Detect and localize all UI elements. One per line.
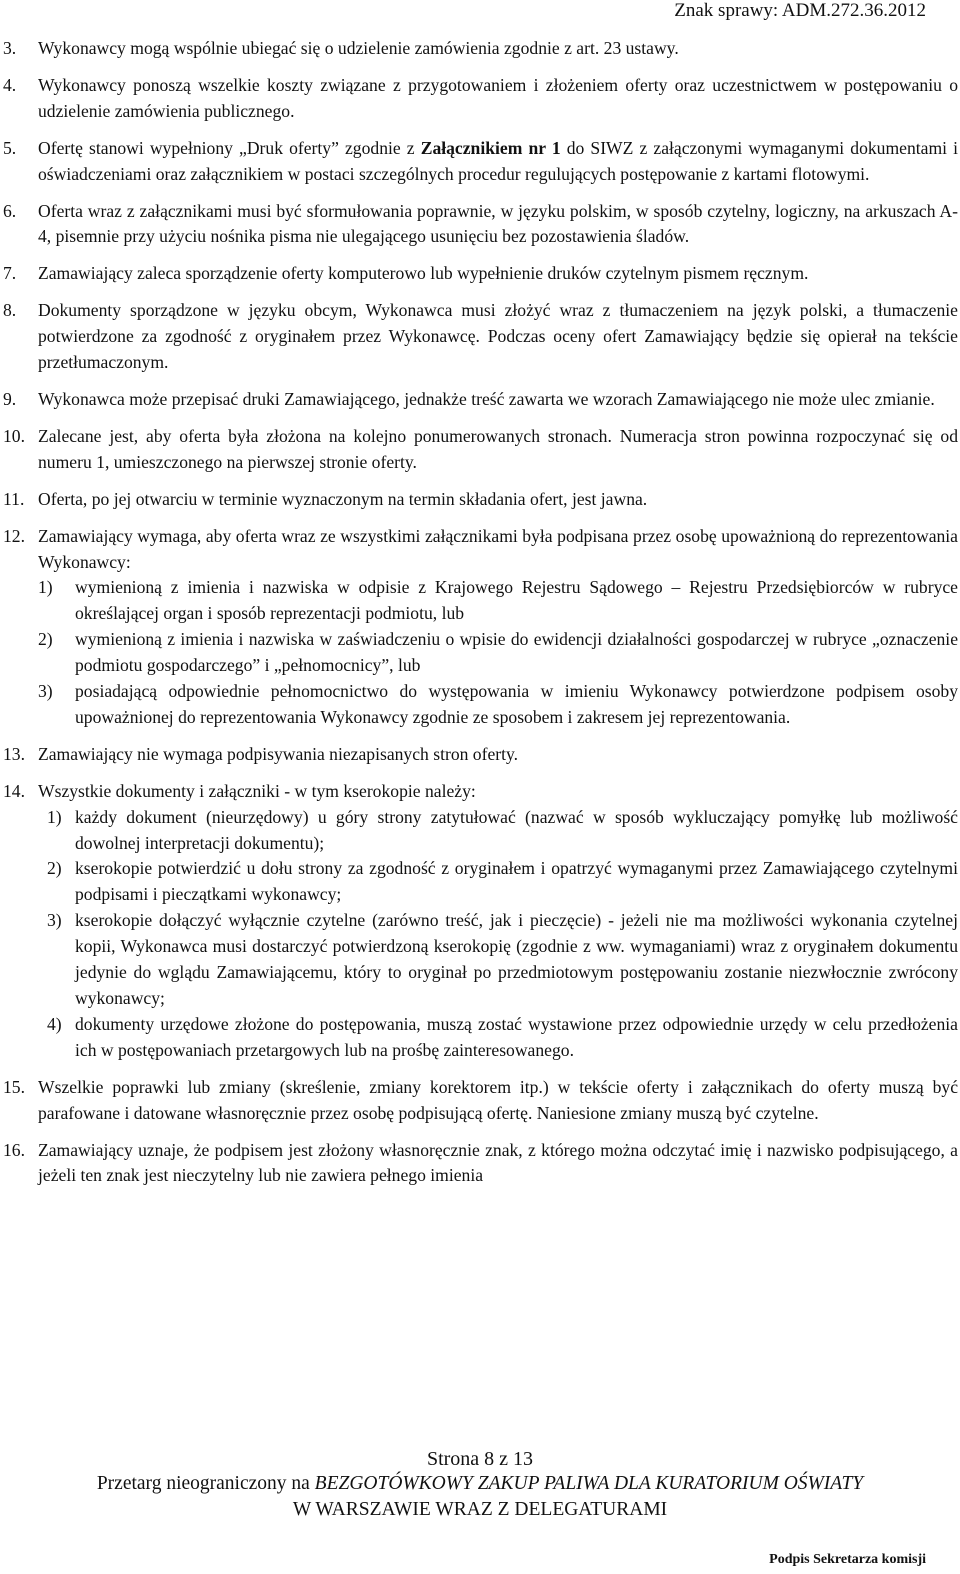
item-number: 16. (3, 1139, 25, 1160)
item-number: 12. (3, 525, 25, 546)
sub-item (0, 1012, 958, 1064)
sub-item-text: wymienioną z imienia i nazwiska w zaświadczeniu o wpisie do ewidencji działalności gospodarczej w rubryce „oznaczenie podmiotu gospodarczego” i „pełnomocnicy”, lub (75, 629, 958, 676)
sub-item-number: 2) (47, 858, 62, 879)
sub-item (0, 575, 958, 627)
item-text: Zamawiający wymaga, aby oferta wraz ze wszystkimi załącznikami była podpisana przez osobę upoważnioną do reprezentowania Wykonawcy: (38, 525, 958, 572)
item-number: 7. (3, 263, 17, 284)
list-item (0, 199, 958, 251)
sub-item-text: kserokopie potwierdzić u dołu strony za zgodność z oryginałem i opatrzyć wymaganymi przez Zamawiającego czytelnymi podpisami i pieczątkami wykonawcy; (75, 858, 958, 905)
item-text: Wykonawcy mogą wspólnie ubiegać się o udzielenie zamówienia zgodnie z art. 23 ustawy. (38, 38, 679, 58)
sub-item-text: wymienioną z imienia i nazwiska w odpisie z Krajowego Rejestru Sądowego – Rejestru Przedsiębiorców w rubryce określającej organ i sposób reprezentacji podmiotu, lub (75, 577, 958, 624)
list-item (0, 298, 958, 376)
item-text: Zamawiający uznaje, że podpisem jest złożony własnoręcznie znak, z którego można odczytać imię i nazwisko podpisującego, a jeżeli ten znak jest nieczytelny lub nie zawiera pełnego imienia (38, 1139, 958, 1186)
item-text: Wszystkie dokumenty i załączniki - w tym kserokopie należy: (38, 780, 476, 801)
sub-item (0, 805, 958, 857)
sub-item (0, 908, 958, 1012)
item-number: 15. (3, 1076, 25, 1097)
item-text (38, 136, 958, 188)
sub-item-text: każdy dokument (nieurzędowy) u góry strony zatytułować (nazwać w sposób wykluczający pomyłkę lub możliwość dowolnej interpretacji dokumentu); (75, 806, 958, 853)
item-number: 10. (3, 425, 25, 446)
list-item (0, 742, 958, 768)
sub-item-number: 1) (47, 806, 62, 827)
case-number: Znak sprawy: ADM.272.36.2012 (674, 0, 926, 21)
item-text: Zamawiający nie wymaga podpisywania niezapisanych stron oferty. (38, 743, 519, 764)
sub-item (0, 679, 958, 731)
list-item (0, 387, 958, 413)
attachment-reference: Załącznikiem nr 1 (420, 137, 561, 158)
list-item (0, 1138, 958, 1190)
sub-item (0, 856, 958, 908)
item-text: Zalecane jest, aby oferta była złożona na kolejno ponumerowanych stronach. Numeracja stron powinna rozpoczynać się od numeru 1, umieszczonego na pierwszej stronie oferty. (38, 425, 958, 472)
sub-item-number: 2) (38, 629, 53, 650)
sub-item-number: 1) (38, 577, 53, 598)
sub-item (0, 627, 958, 679)
list-item (0, 261, 958, 287)
item-number: 3. (3, 38, 17, 58)
list-item (0, 1075, 958, 1127)
item-text-part: Ofertę stanowi wypełniony „Druk oferty” zgodnie z (38, 137, 421, 158)
item-number: 9. (3, 388, 17, 409)
sub-item-number: 3) (38, 681, 53, 702)
item-text: Wykonawcy ponoszą wszelkie koszty związane z przygotowaniem i złożeniem oferty oraz uczestnictwem w postępowaniu o udzielenie zamówienia publicznego. (38, 74, 958, 121)
item-text: Dokumenty sporządzone w języku obcym, Wykonawca musi złożyć wraz z tłumaczeniem na język polski, a tłumaczenie potwierdzone za zgodność z oryginałem przez Wykonawcę. Podczas oceny ofert Zamawiający będzie się opierał na tekście przetłumaczonym. (38, 300, 958, 373)
footer-title-prefix: Przetarg nieograniczony na (96, 1473, 315, 1494)
item-number: 14. (3, 780, 25, 801)
list-item (0, 524, 958, 731)
item-number: 6. (3, 200, 17, 221)
footer-title-subject: BEZGOTÓWKOWY ZAKUP PALIWA DLA KURATORIUM OŚWIATY (314, 1473, 864, 1494)
item-text: Zamawiający zaleca sporządzenie oferty komputerowo lub wypełnienie druków czytelnym pismem ręcznym. (38, 263, 809, 284)
list-item (0, 779, 958, 1064)
sub-item-number: 3) (47, 910, 62, 931)
sub-item-text: posiadającą odpowiednie pełnomocnictwo do występowania w imieniu Wykonawcy potwierdzone podpisem osoby upoważnionej do reprezentowania Wykonawcy zgodnie ze sposobem i zakresem jej reprezentowania. (75, 681, 958, 727)
item-text: Oferta, po jej otwarciu w terminie wyznaczonym na termin składania ofert, jest jawna. (38, 488, 648, 509)
list-item (0, 487, 958, 513)
footer-title (0, 1471, 960, 1523)
item-number: 5. (3, 137, 17, 158)
document-body (0, 36, 958, 1200)
list-item (0, 73, 958, 125)
list-item (0, 136, 958, 188)
footer-title-line2: W WARSZAWIE WRAZ Z DELEGATURAMI (292, 1499, 668, 1520)
item-number: 4. (3, 74, 17, 95)
list-item (0, 424, 958, 476)
item-text: Oferta wraz z załącznikami musi być sformułowania poprawnie, w języku polskim, w sposób czytelny, logiczny, na arkuszach A-4, pisemnie przy użyciu nośnika pisma nie ulegającego usunięciu bez pozostawienia śladów. (38, 200, 958, 247)
page-number: Strona 8 z 13 (426, 1448, 534, 1470)
sub-item-text: kserokopie dołączyć wyłącznie czytelne (zarówno treść, jak i pieczęcie) - jeżeli nie ma możliwości wykonania czytelnej kopii, Wykonawca musi dostarczyć potwierdzoną kserokopię (zgodnie z ww. wymaganiami) wraz z oryginałem dokumentu jedynie do wglądu Zamawiającemu, który to oryginał po przedmiotowym postępowaniu zostanie niezwłocznie zwrócony wykonawcy; (75, 910, 958, 1008)
item-number: 11. (3, 488, 25, 509)
item-number: 8. (3, 300, 17, 321)
sub-item-text: dokumenty urzędowe złożone do postępowania, muszą zostać wystawione przez odpowiednie urzędy w celu przedłożenia ich w postępowaniach przetargowych lub na prośbę zainteresowanego. (75, 1013, 958, 1060)
item-text: Wykonawca może przepisać druki Zamawiającego, jednakże treść zawarta we wzorach Zamawiającego nie może ulec zmianie. (38, 388, 935, 409)
sub-item-number: 4) (47, 1013, 62, 1034)
item-text-part: do SIWZ z załączonymi wymaganymi dokumentami i oświadczeniami oraz załącznikiem w postaci szczególnych procedur regulujących postępowanie z kartami flotowymi. (38, 137, 959, 184)
list-item (0, 36, 958, 62)
item-text: Wszelkie poprawki lub zmiany (skreślenie, zmiany korektorem itp.) w tekście oferty i załącznikach do oferty muszą być parafowane i datowane własnoręcznie przez osobę podpisującą ofertę. Naniesione zmiany muszą być czytelne. (38, 1076, 958, 1123)
item-number: 13. (3, 743, 25, 764)
signature-label: Podpis Sekretarza komisji (769, 1552, 926, 1567)
